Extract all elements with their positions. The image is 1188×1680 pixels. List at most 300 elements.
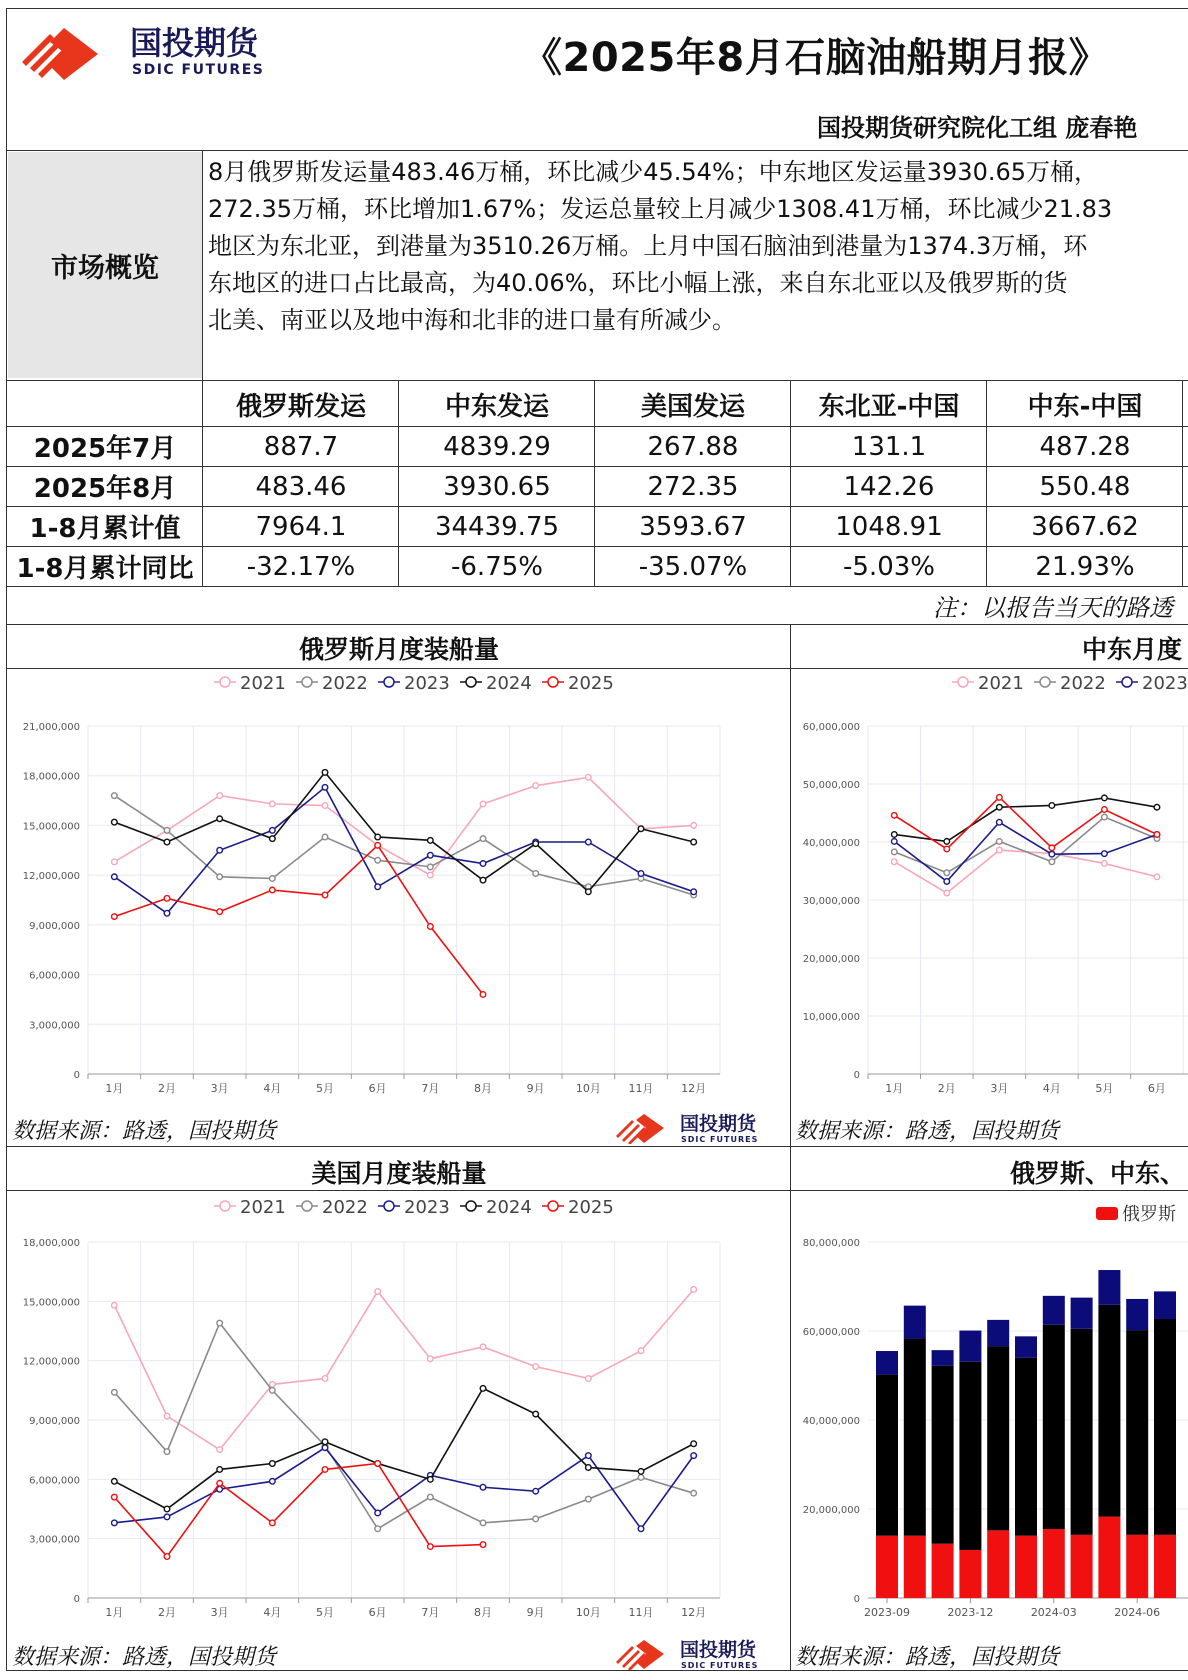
data-point	[375, 1510, 381, 1516]
chart-title-middle-east: 中东月度	[1082, 635, 1183, 664]
data-point	[164, 1554, 170, 1560]
data-point	[891, 839, 897, 845]
data-point	[1154, 804, 1160, 810]
x-tick-label: 2024-06	[1114, 1606, 1161, 1619]
data-point	[1049, 845, 1055, 851]
table-cell: 34439.75	[434, 511, 560, 542]
data-point	[480, 992, 486, 998]
legend-label: 2022	[322, 673, 368, 694]
table-note: 注：以报告当天的路透	[933, 594, 1173, 622]
logo-text-cn: 国投期货	[130, 24, 259, 62]
x-tick-label: 10月	[575, 1082, 601, 1095]
bar-segment	[1015, 1358, 1037, 1536]
legend-swatch	[1096, 1207, 1118, 1220]
table-row-label: 1-8月累计同比	[16, 554, 194, 584]
y-tick-label: 60,000,000	[802, 722, 860, 733]
table-header: 东北亚-中国	[818, 391, 960, 422]
data-point	[480, 877, 486, 883]
table-cell: 21.93%	[1035, 551, 1135, 582]
data-point	[375, 834, 381, 840]
legend-label: 俄罗斯	[1122, 1204, 1176, 1225]
y-tick-label: 40,000,000	[802, 1416, 860, 1427]
table-cell: 272.35	[647, 471, 739, 502]
data-point	[217, 793, 223, 799]
data-point	[217, 816, 223, 822]
data-point	[480, 1344, 486, 1350]
data-point	[270, 1479, 276, 1485]
table-cell: -32.17%	[246, 551, 356, 582]
data-point	[428, 838, 434, 844]
data-point	[586, 1453, 592, 1459]
table-cell: 1048.91	[835, 511, 943, 542]
table-cell: 7964.1	[255, 511, 347, 542]
table-cell: 3593.67	[639, 511, 747, 542]
data-point	[480, 1520, 486, 1526]
chart-title-usa: 美国月度装船量	[311, 1159, 487, 1188]
data-point	[322, 770, 328, 776]
data-point	[217, 874, 223, 880]
data-point	[270, 887, 276, 893]
y-tick-label: 50,000,000	[802, 780, 860, 791]
data-point	[638, 826, 644, 832]
legend-marker	[384, 1201, 394, 1211]
x-tick-label: 2023-09	[864, 1606, 910, 1619]
x-tick-label: 7月	[421, 1606, 440, 1619]
data-point	[164, 1506, 170, 1512]
data-point	[891, 849, 897, 855]
data-point	[322, 1439, 328, 1445]
legend-label: 2025	[568, 1197, 614, 1218]
y-tick-label: 0	[73, 1594, 80, 1605]
data-point	[322, 803, 328, 809]
legend-marker	[548, 1201, 558, 1211]
data-point	[1049, 851, 1055, 857]
x-tick-label: 6月	[368, 1606, 387, 1619]
table-cell: 483.46	[255, 471, 347, 502]
bar-segment	[1154, 1291, 1176, 1319]
legend-label: 2023	[404, 673, 450, 694]
legend-marker	[958, 677, 968, 687]
data-point	[322, 1467, 328, 1473]
bar-segment	[876, 1375, 898, 1536]
bar-segment	[987, 1346, 1009, 1530]
logo-mark-icon	[616, 1640, 664, 1670]
data-point	[164, 910, 170, 916]
x-tick-label: 6月	[368, 1082, 387, 1095]
table-header: 中东发运	[444, 391, 549, 422]
chart-title-stacked: 俄罗斯、中东、	[1010, 1159, 1186, 1188]
x-tick-label: 4月	[263, 1606, 282, 1619]
legend-marker	[548, 677, 558, 687]
data-point	[891, 813, 897, 819]
logo-text-cn: 国投期货	[680, 1639, 757, 1661]
data-point	[375, 1461, 381, 1467]
y-tick-label: 0	[853, 1594, 860, 1605]
x-tick-label: 12月	[681, 1606, 707, 1619]
data-point	[997, 819, 1003, 825]
bar-segment	[1098, 1305, 1120, 1517]
data-point	[428, 872, 434, 878]
data-point	[1102, 851, 1108, 857]
data-point	[638, 1526, 644, 1532]
data-point	[586, 775, 592, 781]
data-point	[944, 839, 950, 845]
russia-monthly-chart	[8, 668, 790, 1108]
data-point	[1154, 832, 1160, 838]
data-point	[164, 1449, 170, 1455]
table-cell: 131.1	[851, 431, 927, 462]
bar-segment	[876, 1351, 898, 1375]
stacked-bar-chart	[792, 1192, 1188, 1632]
data-point	[891, 832, 897, 838]
data-point	[112, 874, 118, 880]
data-point	[428, 924, 434, 930]
data-point	[480, 836, 486, 842]
table-row-label: 2025年8月	[33, 474, 177, 504]
bar-segment	[1126, 1330, 1148, 1535]
data-point	[944, 879, 950, 885]
y-tick-label: 3,000,000	[29, 1534, 80, 1546]
x-tick-label: 2月	[158, 1082, 176, 1095]
table-cell: 267.88	[647, 431, 739, 462]
x-tick-label: 11月	[628, 1082, 654, 1095]
middle-east-monthly-chart	[792, 668, 1188, 1108]
data-point	[428, 1494, 434, 1500]
y-tick-label: 12,000,000	[22, 871, 80, 883]
y-tick-label: 18,000,000	[22, 771, 80, 783]
overview-line: 北美、南亚以及地中海和北非的进口量有所减少。	[208, 306, 736, 334]
legend-marker	[302, 677, 312, 687]
x-tick-label: 4月	[263, 1082, 282, 1095]
table-cell: -5.03%	[843, 551, 935, 582]
bar-segment	[959, 1331, 981, 1362]
legend-marker	[466, 677, 476, 687]
legend-label: 2023	[1142, 673, 1188, 694]
data-point	[533, 841, 539, 847]
data-source: 数据来源：路透，国投期货	[12, 1645, 277, 1670]
y-tick-label: 12,000,000	[22, 1356, 80, 1368]
bar-segment	[1071, 1329, 1093, 1535]
table-cell: 3930.65	[443, 471, 551, 502]
data-point	[997, 795, 1003, 801]
data-source: 数据来源：路透，国投期货	[795, 1645, 1060, 1670]
data-point	[270, 1461, 276, 1467]
x-tick-label: 2024-03	[1030, 1606, 1077, 1619]
y-tick-label: 40,000,000	[802, 838, 860, 849]
bar-segment	[904, 1339, 926, 1536]
data-point	[533, 871, 539, 877]
bar-segment	[959, 1550, 981, 1598]
data-point	[112, 1494, 118, 1500]
data-point	[322, 892, 328, 898]
legend-label: 2023	[404, 1197, 450, 1218]
data-point	[217, 847, 223, 853]
data-point	[322, 1376, 328, 1382]
x-tick-label: 11月	[628, 1606, 654, 1619]
data-point	[112, 859, 118, 865]
data-point	[691, 1441, 697, 1447]
bar-segment	[1071, 1535, 1093, 1598]
data-point	[480, 1542, 486, 1548]
logo-text-cn: 国投期货	[680, 1113, 757, 1135]
x-tick-label: 2023-12	[947, 1606, 994, 1619]
data-point	[112, 1390, 118, 1396]
legend-label: 2021	[240, 1197, 286, 1218]
x-tick-label: 9月	[526, 1082, 545, 1095]
data-point	[270, 836, 276, 842]
overview-line: 地区为东北亚，到港量为3510.26万桶。上月中国石脑油到港量为1374.3万桶，环	[208, 232, 1088, 260]
legend-label: 2022	[1060, 673, 1106, 694]
bar-segment	[904, 1536, 926, 1598]
legend-marker	[466, 1201, 476, 1211]
data-point	[533, 1488, 539, 1494]
x-tick-label: 1月	[105, 1082, 124, 1095]
table-header: 中东-中国	[1027, 391, 1143, 422]
market-overview-label: 市场概览	[8, 152, 202, 378]
y-tick-label: 30,000,000	[802, 896, 860, 907]
x-tick-label: 1月	[105, 1606, 124, 1619]
legend-label: 2024	[486, 1197, 532, 1218]
bar-segment	[987, 1530, 1009, 1598]
y-tick-label: 6,000,000	[29, 1475, 80, 1487]
y-tick-label: 10,000,000	[802, 1012, 860, 1023]
legend-label: 2022	[322, 1197, 368, 1218]
y-tick-label: 18,000,000	[22, 1238, 80, 1249]
report-author: 国投期货研究院化工组 庞春艳	[817, 114, 1138, 142]
x-tick-label: 3月	[990, 1082, 1009, 1095]
data-point	[112, 793, 118, 799]
data-point	[1102, 807, 1108, 813]
data-point	[997, 847, 1003, 853]
report-title: 《2025年8月石脑油船期月报》	[522, 35, 1110, 81]
data-point	[217, 1447, 223, 1453]
bar-segment	[932, 1366, 954, 1544]
bar-segment	[932, 1544, 954, 1598]
data-point	[533, 1364, 539, 1370]
y-tick-label: 21,000,000	[22, 722, 80, 733]
bar-segment	[1154, 1319, 1176, 1535]
x-tick-label: 8月	[474, 1082, 492, 1095]
legend-marker	[384, 677, 394, 687]
overview-line: 8月俄罗斯发运量483.46万桶，环比减少45.54%；中东地区发运量3930.65万桶，	[208, 158, 1099, 186]
data-point	[164, 839, 170, 845]
data-point	[944, 890, 950, 896]
data-point	[112, 914, 118, 920]
data-point	[217, 1467, 223, 1473]
table-header: 俄罗斯发运	[235, 391, 366, 422]
table-cell: 887.7	[263, 431, 339, 462]
data-point	[480, 1484, 486, 1490]
x-tick-label: 3月	[210, 1606, 229, 1619]
data-point	[322, 785, 328, 791]
bar-segment	[959, 1362, 981, 1550]
data-point	[586, 1496, 592, 1502]
legend-marker	[220, 1201, 230, 1211]
y-tick-label: 0	[853, 1070, 860, 1081]
x-tick-label: 5月	[1095, 1082, 1114, 1095]
x-tick-label: 3月	[210, 1082, 229, 1095]
data-point	[270, 1520, 276, 1526]
data-point	[270, 1382, 276, 1388]
y-tick-label: 0	[73, 1070, 80, 1081]
data-point	[638, 871, 644, 877]
data-point	[428, 864, 434, 870]
data-source: 数据来源：路透，国投期货	[795, 1119, 1060, 1144]
bar-segment	[1043, 1325, 1065, 1529]
data-point	[270, 876, 276, 882]
data-point	[691, 1287, 697, 1293]
data-point	[322, 834, 328, 840]
y-tick-label: 6,000,000	[29, 970, 80, 982]
data-point	[638, 1348, 644, 1354]
data-point	[586, 839, 592, 845]
data-point	[164, 896, 170, 902]
table-cell: 550.48	[1039, 471, 1131, 502]
data-point	[691, 1490, 697, 1496]
data-point	[691, 823, 697, 829]
data-point	[112, 819, 118, 825]
legend-label: 2024	[486, 673, 532, 694]
x-tick-label: 2月	[158, 1606, 176, 1619]
data-point	[270, 801, 276, 807]
data-point	[1154, 874, 1160, 880]
data-point	[944, 870, 950, 876]
x-tick-label: 7月	[421, 1082, 440, 1095]
data-point	[1102, 814, 1108, 820]
sdic-mini-logo	[614, 1636, 774, 1670]
table-cell: 142.26	[843, 471, 935, 502]
table-cell: -6.75%	[451, 551, 543, 582]
data-point	[480, 861, 486, 867]
data-point	[691, 1453, 697, 1459]
data-point	[586, 1376, 592, 1382]
bar-segment	[987, 1320, 1009, 1346]
data-point	[533, 1411, 539, 1417]
table-row-label: 1-8月累计值	[29, 514, 181, 544]
data-point	[112, 1302, 118, 1308]
bar-segment	[1071, 1298, 1093, 1329]
legend-marker	[1122, 677, 1132, 687]
logo-text-en: SDIC FUTURES	[681, 1135, 759, 1144]
y-tick-label: 20,000,000	[802, 1505, 860, 1516]
legend-marker	[1040, 677, 1050, 687]
data-point	[375, 884, 381, 890]
data-point	[1102, 795, 1108, 801]
x-tick-label: 12月	[681, 1082, 707, 1095]
y-tick-label: 15,000,000	[22, 821, 80, 833]
bar-segment	[1126, 1535, 1148, 1598]
y-tick-label: 80,000,000	[802, 1238, 860, 1249]
data-point	[375, 1526, 381, 1532]
x-tick-label: 8月	[474, 1606, 492, 1619]
data-point	[638, 1469, 644, 1475]
data-point	[997, 804, 1003, 810]
data-point	[997, 839, 1003, 845]
logo-mark-icon	[22, 28, 98, 80]
data-point	[480, 801, 486, 807]
bar-segment	[1015, 1336, 1037, 1357]
x-tick-label: 5月	[316, 1082, 334, 1095]
bar-segment	[1154, 1535, 1176, 1598]
y-tick-label: 9,000,000	[29, 1416, 80, 1427]
data-point	[375, 843, 381, 849]
bar-segment	[876, 1536, 898, 1598]
data-point	[1049, 859, 1055, 865]
table-header: 美国发运	[640, 391, 745, 422]
sdic-logo	[20, 20, 320, 80]
chart-title-russia: 俄罗斯月度装船量	[298, 635, 499, 664]
table-cell: -35.07%	[638, 551, 748, 582]
y-tick-label: 3,000,000	[29, 1020, 80, 1032]
data-point	[217, 1480, 223, 1486]
data-point	[691, 839, 697, 845]
x-tick-label: 10月	[575, 1606, 601, 1619]
data-point	[322, 1445, 328, 1451]
legend-marker	[302, 1201, 312, 1211]
data-point	[428, 1477, 434, 1483]
data-point	[428, 1356, 434, 1362]
x-tick-label: 6月	[1147, 1082, 1166, 1095]
data-point	[691, 889, 697, 895]
sdic-mini-logo	[614, 1110, 774, 1144]
data-point	[586, 1465, 592, 1471]
data-point	[112, 1479, 118, 1485]
table-row-label: 2025年7月	[33, 434, 177, 464]
legend-label: 2021	[240, 673, 286, 694]
legend-marker	[220, 677, 230, 687]
y-tick-label: 20,000,000	[802, 954, 860, 965]
data-point	[270, 828, 276, 834]
bar-segment	[1015, 1536, 1037, 1598]
data-point	[428, 1544, 434, 1550]
market-overview-text	[208, 154, 1188, 339]
data-point	[638, 1475, 644, 1481]
data-point	[891, 859, 897, 865]
logo-mark-icon	[616, 1114, 664, 1144]
y-tick-label: 15,000,000	[22, 1297, 80, 1309]
logo-text-en: SDIC FUTURES	[132, 62, 265, 78]
table-cell: 487.28	[1039, 431, 1131, 462]
x-tick-label: 4月	[1042, 1082, 1061, 1095]
data-point	[375, 1289, 381, 1295]
bar-segment	[1098, 1517, 1120, 1598]
bar-segment	[1043, 1529, 1065, 1598]
bar-segment	[904, 1306, 926, 1339]
data-point	[217, 909, 223, 915]
overview-line: 东地区的进口占比最高，为40.06%，环比小幅上涨，来自东北亚以及俄罗斯的货	[208, 269, 1068, 297]
x-tick-label: 9月	[526, 1606, 545, 1619]
data-point	[480, 1386, 486, 1392]
data-source: 数据来源：路透，国投期货	[12, 1119, 277, 1144]
data-point	[586, 889, 592, 895]
data-point	[112, 1520, 118, 1526]
bar-segment	[932, 1350, 954, 1366]
table-cell: 3667.62	[1031, 511, 1139, 542]
data-point	[164, 828, 170, 834]
legend-label: 2025	[568, 673, 614, 694]
legend-label: 2021	[978, 673, 1024, 694]
data-point	[164, 1413, 170, 1419]
bar-segment	[1098, 1270, 1120, 1305]
data-point	[375, 857, 381, 863]
overview-line: 272.35万桶，环比增加1.67%；发运总量较上月减少1308.41万桶，环比减少21.83	[208, 195, 1113, 223]
x-tick-label: 5月	[316, 1606, 334, 1619]
data-point	[533, 783, 539, 789]
data-point	[270, 1388, 276, 1394]
bar-segment	[1126, 1299, 1148, 1330]
y-tick-label: 9,000,000	[29, 920, 80, 932]
x-tick-label: 2月	[937, 1082, 956, 1095]
